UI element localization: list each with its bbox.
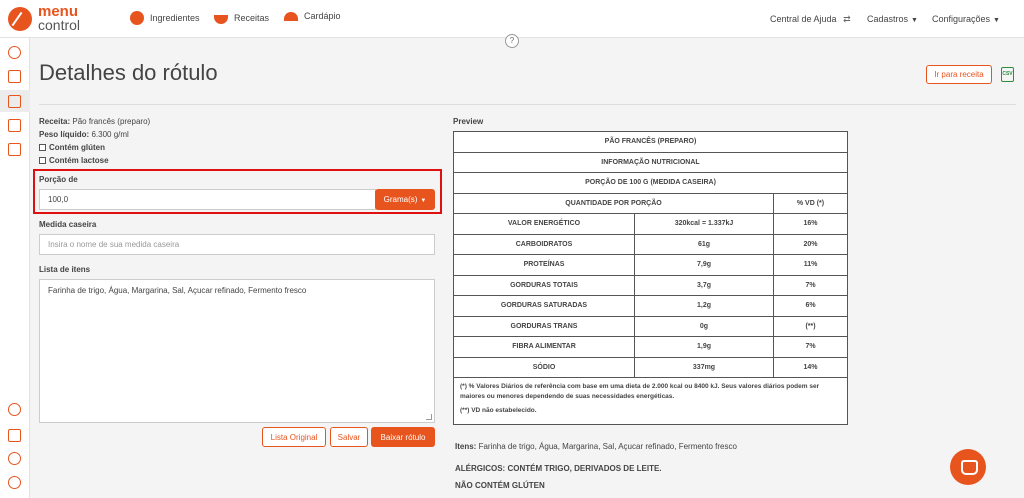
help-center-link[interactable] — [770, 14, 851, 25]
sidebar-play-icon[interactable] — [8, 476, 21, 489]
portion-input[interactable]: 100,0 — [39, 189, 376, 210]
vd-header: % VD (*) — [774, 193, 848, 214]
sidebar-clipboard-icon[interactable] — [8, 70, 21, 83]
download-label-button[interactable]: Baixar rótulo — [371, 427, 435, 447]
nutrient-qty: 1,9g — [635, 337, 774, 358]
logo-text-menu: menu — [38, 3, 79, 20]
nav-receitas-label: Receitas — [234, 12, 270, 23]
product-name-cell: PÃO FRANCÊS (PREPARO) — [454, 132, 848, 153]
nutrient-qty: 1,2g — [635, 296, 774, 317]
sidebar-settings-icon[interactable] — [8, 452, 21, 465]
help-center-label: Central de Ajuda — [770, 14, 837, 24]
lactose-checkbox-label: Contém lactose — [49, 156, 109, 165]
recipe-name-line — [39, 117, 150, 126]
net-weight-line — [39, 130, 129, 139]
nutrient-qty: 3,7g — [635, 275, 774, 296]
nutrient-qty: 0g — [635, 316, 774, 337]
footnote-cell — [454, 378, 848, 425]
recipe-value: Pão francês (preparo) — [72, 117, 151, 126]
table-row — [454, 357, 848, 378]
resize-handle[interactable] — [426, 414, 432, 420]
header-divider — [39, 104, 1016, 105]
tomato-icon — [130, 11, 144, 25]
save-button[interactable]: Salvar — [330, 427, 368, 447]
footnote-not-established: (**) VD não estabelecido. — [460, 407, 537, 414]
nutrient-qty: 61g — [635, 234, 774, 255]
left-sidebar — [0, 38, 30, 498]
nutrient-vd: 14% — [774, 357, 848, 378]
table-row — [454, 234, 848, 255]
menu-control-logo[interactable] — [8, 4, 98, 34]
item-list-text: Farinha de trigo, Água, Margarina, Sal, Açucar refinado, Fermento fresco — [48, 286, 307, 295]
nutrient-name: GORDURAS TRANS — [454, 316, 635, 337]
table-row — [454, 214, 848, 235]
nav-ingredientes-label: Ingredientes — [150, 13, 200, 23]
nutrient-name: FIBRA ALIMENTAR — [454, 337, 635, 358]
nutrient-qty: 7,9g — [635, 255, 774, 276]
nutrient-name: VALOR ENERGÉTICO — [454, 214, 635, 235]
sidebar-help-icon[interactable] — [8, 403, 21, 416]
cadastros-label: Cadastros — [867, 14, 909, 24]
caret-down-icon: ▼ — [911, 17, 918, 24]
unit-dropdown-button[interactable] — [375, 189, 435, 210]
net-weight-value: 6.300 g/ml — [91, 130, 129, 139]
page-title: Detalhes do rótulo — [39, 60, 218, 85]
table-row — [454, 337, 848, 358]
swap-icon: ⇄ — [843, 14, 851, 24]
nutrient-name: PROTEÍNAS — [454, 255, 635, 276]
nutrition-info-title: INFORMAÇÃO NUTRICIONAL — [454, 152, 848, 173]
footnote-vd: (*) % Valores Diários de referência com base em uma dieta de 2.000 kcal ou 8400 kJ. Seus valores diários podem ser maiores ou menores dependendo de suas necessidades energéticas. — [460, 383, 820, 400]
go-to-recipe-button[interactable]: Ir para receita — [926, 65, 992, 84]
nav-cardapio-label: Cardápio — [304, 11, 341, 21]
caret-down-icon: ▼ — [993, 17, 1000, 24]
nav-ingredientes[interactable] — [130, 11, 200, 25]
contains-lactose-checkbox[interactable] — [39, 156, 109, 165]
household-measure-input[interactable]: Insira o nome de sua medida caseira — [39, 234, 435, 255]
item-list-label: Lista de itens — [39, 265, 91, 274]
chat-support-icon[interactable] — [950, 449, 986, 485]
caret-down-icon: ▼ — [420, 198, 427, 204]
sidebar-report-icon[interactable] — [8, 143, 21, 156]
preview-label: Preview — [453, 117, 484, 126]
nav-cardapio[interactable] — [284, 11, 341, 21]
table-row — [454, 296, 848, 317]
nutrient-name: CARBOIDRATOS — [454, 234, 635, 255]
bowl-icon — [214, 15, 228, 24]
nav-receitas[interactable] — [214, 11, 269, 24]
nutrient-vd: 6% — [774, 296, 848, 317]
help-question-icon[interactable]: ? — [505, 34, 519, 48]
recipe-label: Receita: — [39, 117, 71, 126]
nutrient-name: GORDURAS SATURADAS — [454, 296, 635, 317]
sidebar-card-icon[interactable] — [8, 429, 21, 442]
nutrient-qty: 337mg — [635, 357, 774, 378]
household-measure-label: Medida caseira — [39, 220, 97, 229]
ingredients-line — [455, 442, 737, 451]
table-row — [454, 275, 848, 296]
table-row — [454, 316, 848, 337]
original-list-button[interactable]: Lista Original — [262, 427, 326, 447]
nutrient-vd: (**) — [774, 316, 848, 337]
cloche-icon — [284, 12, 298, 21]
nutrient-vd: 20% — [774, 234, 848, 255]
configuracoes-label: Configurações — [932, 14, 991, 24]
nutrient-vd: 11% — [774, 255, 848, 276]
nutrient-name: SÓDIO — [454, 357, 635, 378]
portion-cell: PORÇÃO DE 100 G (MEDIDA CASEIRA) — [454, 173, 848, 194]
logo-text-control: control — [38, 17, 81, 33]
nutrient-vd: 7% — [774, 337, 848, 358]
portion-label: Porção de — [39, 175, 78, 184]
nutrient-vd: 16% — [774, 214, 848, 235]
configuracoes-dropdown[interactable] — [932, 14, 1000, 24]
cadastros-dropdown[interactable] — [867, 14, 918, 24]
csv-export-icon[interactable]: CSV — [1001, 67, 1014, 82]
nutrient-name: GORDURAS TOTAIS — [454, 275, 635, 296]
table-row — [454, 255, 848, 276]
nutrition-table — [453, 131, 848, 425]
gluten-checkbox-box[interactable] — [39, 144, 46, 151]
net-weight-label: Peso líquido: — [39, 130, 90, 139]
sidebar-cost-icon[interactable] — [8, 119, 21, 132]
contains-gluten-checkbox[interactable] — [39, 143, 105, 152]
quantity-header: QUANTIDADE POR PORÇÃO — [454, 193, 774, 214]
gluten-checkbox-label: Contém glúten — [49, 143, 105, 152]
item-list-textarea[interactable] — [39, 279, 435, 423]
ingredients-value: Farinha de trigo, Água, Margarina, Sal, Açucar refinado, Fermento fresco — [478, 442, 737, 451]
nutrient-vd: 7% — [774, 275, 848, 296]
logo-icon — [8, 7, 32, 31]
sidebar-label-icon[interactable] — [8, 95, 21, 108]
sidebar-dollar-gear-icon[interactable] — [8, 46, 21, 59]
nutrient-qty: 320kcal = 1.337kJ — [635, 214, 774, 235]
lactose-checkbox-box[interactable] — [39, 157, 46, 164]
ingredients-label: Itens: — [455, 442, 477, 451]
allergens-text: ALÉRGICOS: CONTÉM TRIGO, DERIVADOS DE LEITE. — [455, 464, 662, 473]
unit-dropdown-label: Grama(s) — [383, 195, 418, 204]
top-navbar — [0, 0, 1024, 38]
gluten-free-text: NÃO CONTÉM GLÚTEN — [455, 481, 545, 490]
